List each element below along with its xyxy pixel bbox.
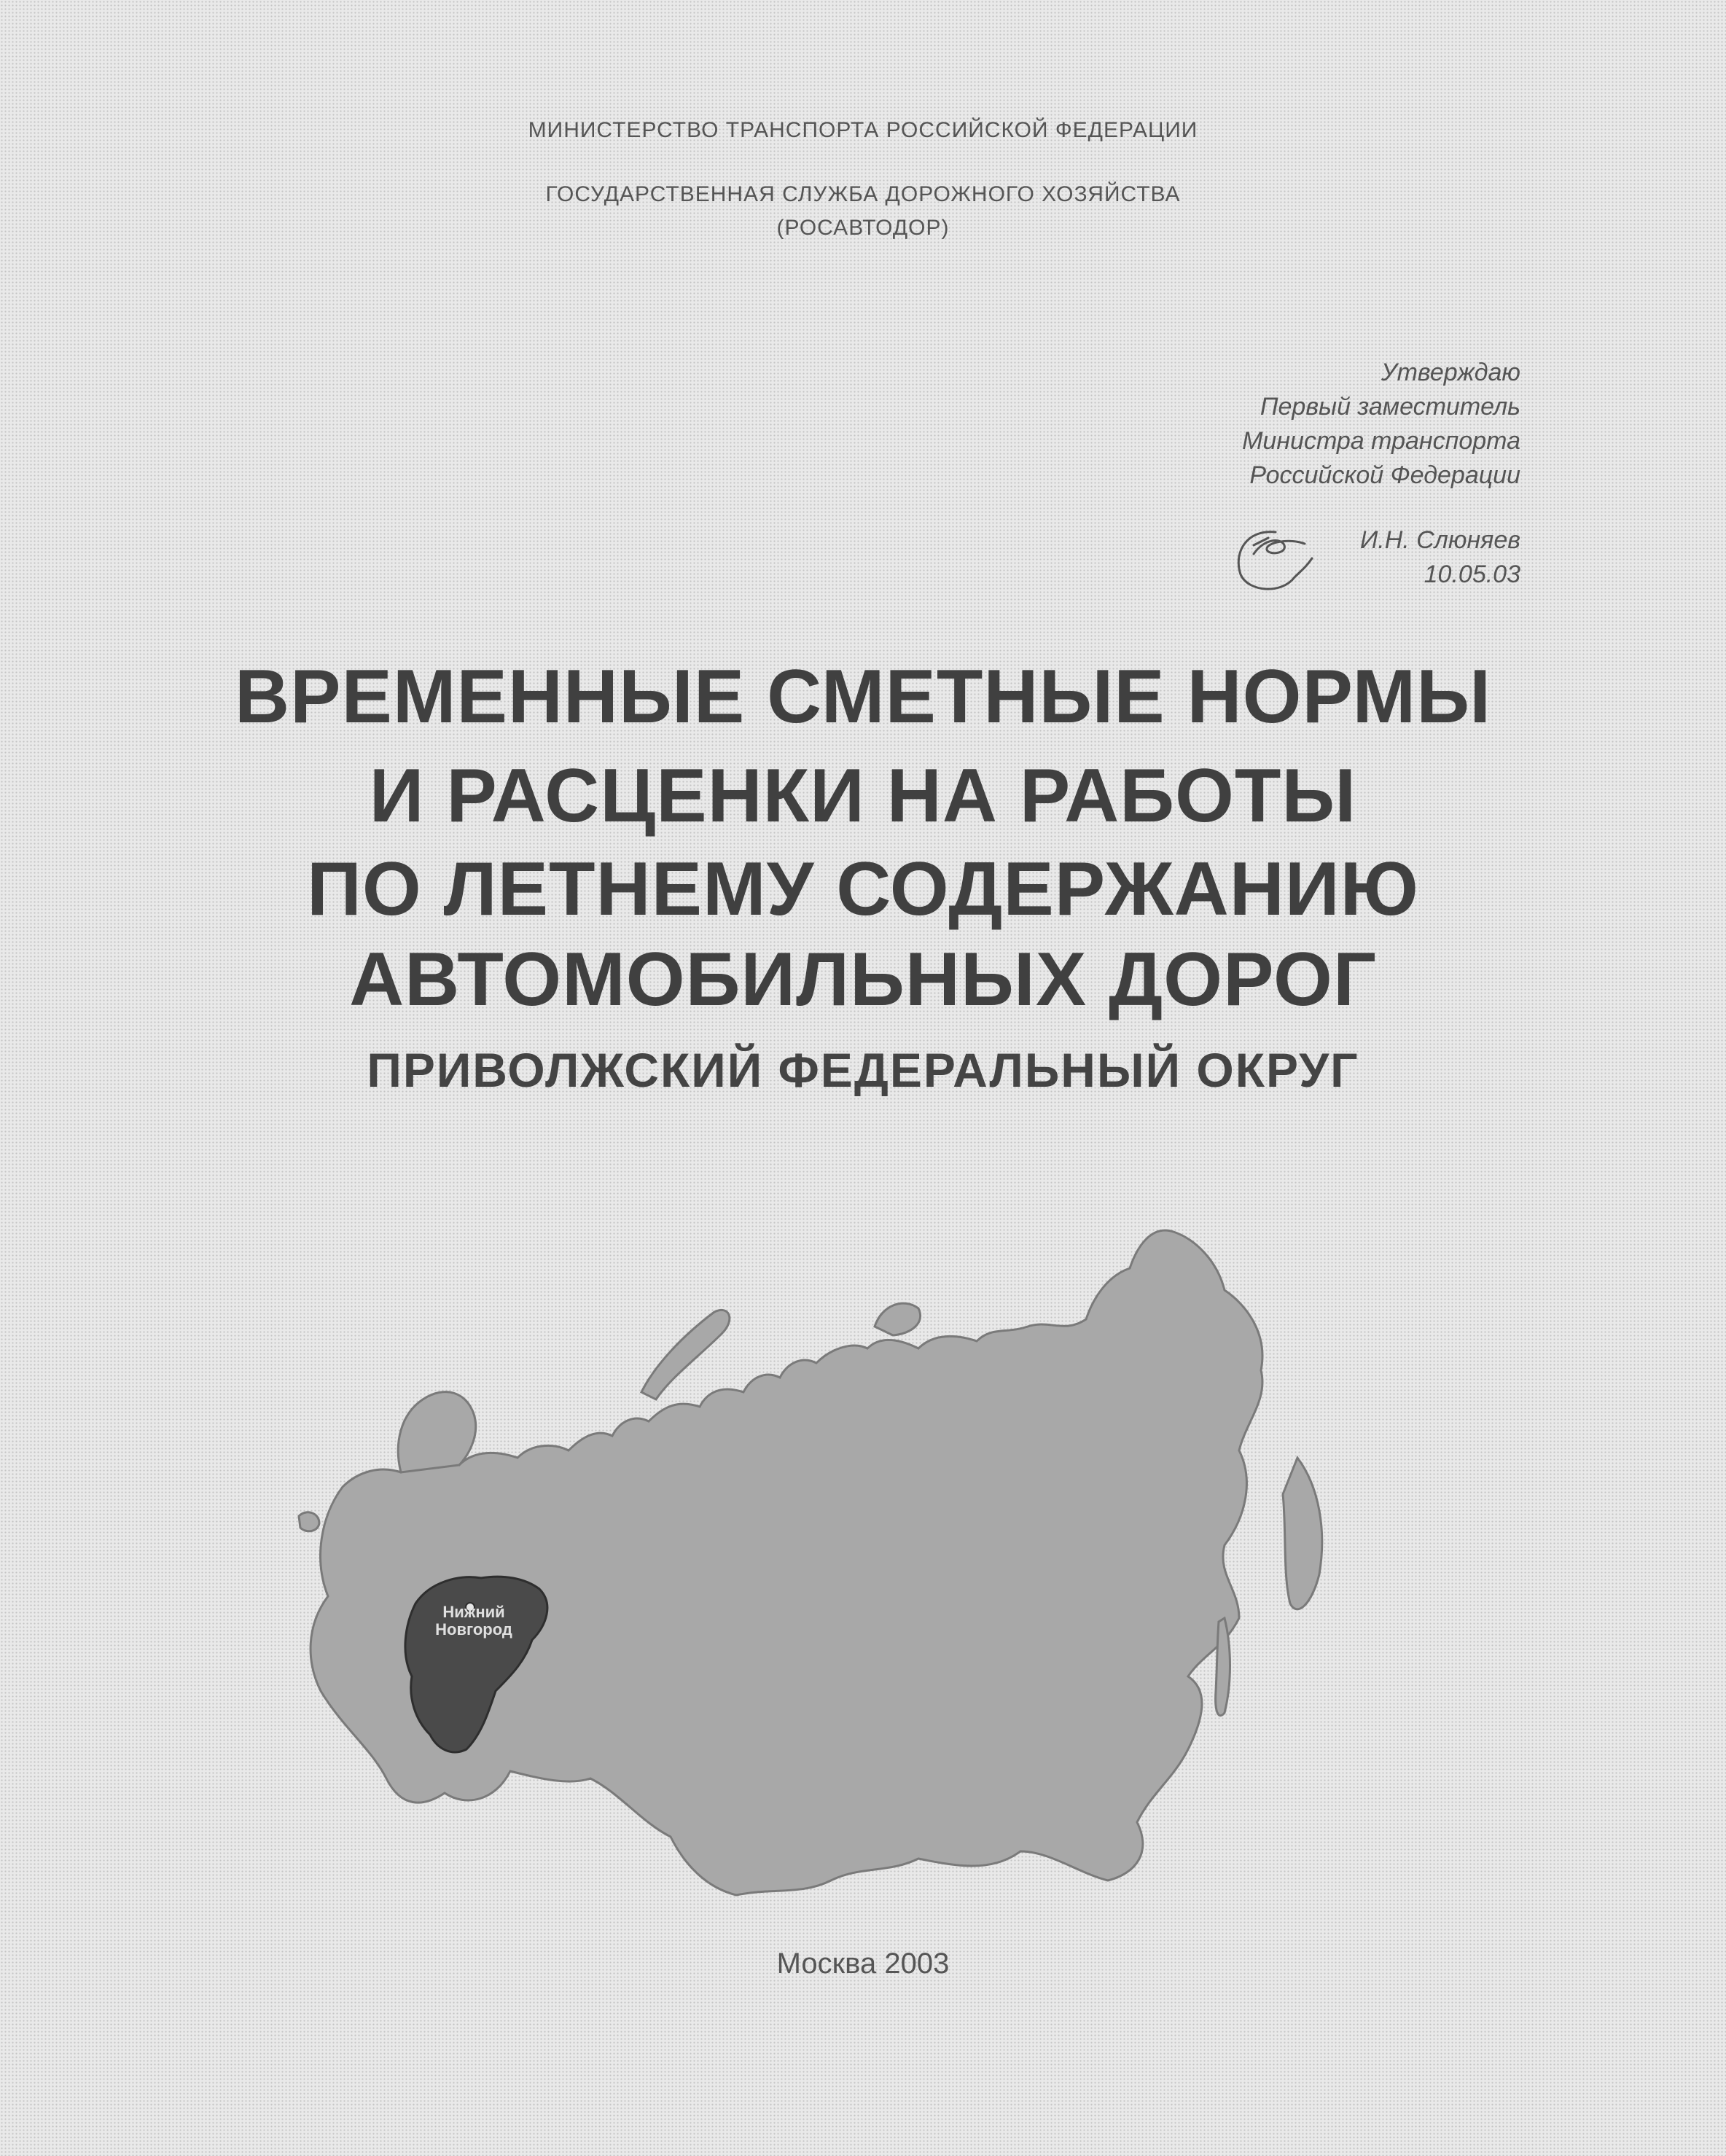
document-title-line-2: И РАСЦЕНКИ НА РАБОТЫ — [369, 754, 1357, 838]
signer-name: И.Н. Слюняев — [1359, 526, 1520, 554]
approval-block — [1242, 356, 1520, 493]
document-title-line-4: АВТОМОБИЛЬНЫХ ДОРОГ — [349, 937, 1377, 1022]
approval-line-ministry: Министра транспорта — [1242, 427, 1520, 455]
russia-map — [277, 1152, 1385, 1961]
approval-line-country: Российской Федерации — [1249, 461, 1520, 489]
kola-peninsula — [398, 1392, 475, 1472]
sakhalin — [1216, 1618, 1230, 1716]
approval-signature-block — [1360, 523, 1520, 592]
ministry-header: МИНИСТЕРСТВО ТРАНСПОРТА РОССИЙСКОЙ ФЕДЕРАЦИИ — [528, 118, 1198, 142]
publication-place-year: Москва 2003 — [776, 1948, 950, 1980]
kaliningrad — [299, 1512, 319, 1531]
document-subtitle: ПРИВОЛЖСКИЙ ФЕДЕРАЛЬНЫЙ ОКРУГ — [367, 1043, 1359, 1097]
kamchatka — [1283, 1458, 1322, 1609]
document-title-line-3: ПО ЛЕТНЕМУ СОДЕРЖАНИЮ — [307, 847, 1419, 931]
agency-header: ГОСУДАРСТВЕННАЯ СЛУЖБА ДОРОЖНОГО ХОЗЯЙСТВА — [545, 182, 1181, 206]
handwritten-signature — [1225, 516, 1348, 596]
novaya-zemlya — [641, 1310, 730, 1399]
approval-line-position: Первый заместитель — [1260, 393, 1520, 421]
approval-date: 10.05.03 — [1424, 561, 1520, 588]
russia-landmass — [311, 1230, 1262, 1895]
agency-abbreviation: (РОСАВТОДОР) — [776, 216, 950, 240]
city-label: Нижний Новгород — [435, 1603, 512, 1639]
document-title-line-1: ВРЕМЕННЫЕ СМЕТНЫЕ НОРМЫ — [234, 655, 1492, 739]
approval-line-approve: Утверждаю — [1381, 359, 1520, 386]
severnaya-zemlya — [875, 1303, 921, 1335]
